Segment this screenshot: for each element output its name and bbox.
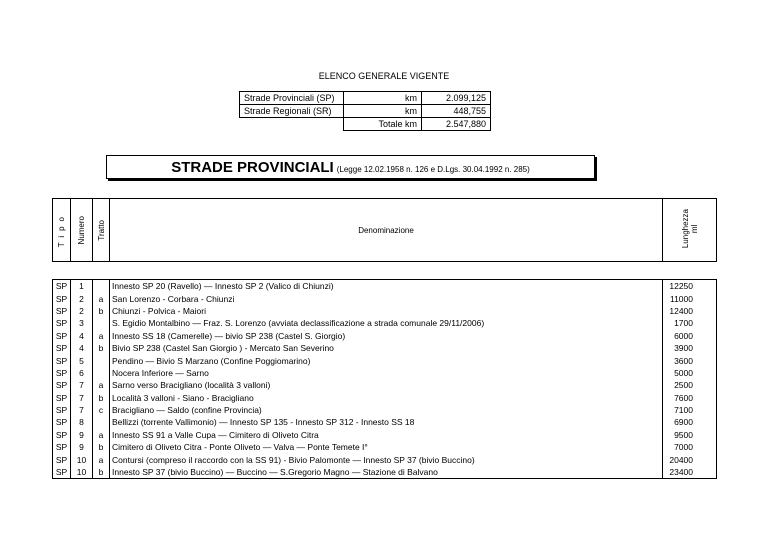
page-title: ELENCO GENERALE VIGENTE (318, 71, 450, 81)
summary-row (240, 105, 491, 118)
summary-total-value: 2.547,880 (422, 118, 491, 131)
header-lunghezza-unit: ml (689, 224, 699, 234)
row-denominazione: Sarno verso Bracigliano (località 3 valloni) (110, 379, 663, 391)
row-denominazione: Contursi (compreso il raccordo con la SS 91) - Bivio Palomonte — Innesto SP 37 (bivio Buccino) (110, 453, 663, 465)
row-lunghezza: 6900 (663, 416, 717, 428)
row-tipo: SP (53, 441, 71, 453)
summary-unit: km (344, 92, 422, 105)
row-numero: 7 (71, 404, 93, 416)
row-numero: 2 (71, 292, 93, 304)
row-tratto: c (93, 404, 110, 416)
row-tipo: SP (53, 330, 71, 342)
row-tipo: SP (53, 379, 71, 391)
row-tratto: a (93, 429, 110, 441)
row-tratto: b (93, 466, 110, 479)
row-lunghezza: 23400 (663, 466, 717, 479)
summary-row (240, 92, 491, 105)
row-denominazione: Innesto SP 20 (Ravello) — Innesto SP 2 (Valico di Chiunzi) (110, 280, 663, 293)
row-denominazione: Cimitero di Oliveto Citra - Ponte Oliveto — Valva — Ponte Temete I° (110, 441, 663, 453)
row-lunghezza: 11000 (663, 292, 717, 304)
table-row (53, 317, 717, 329)
table-row (53, 453, 717, 465)
row-numero: 4 (71, 330, 93, 342)
banner-subtitle: (Legge 12.02.1958 n. 126 e D.Lgs. 30.04.1992 n. 285) (336, 164, 530, 174)
table-row (53, 342, 717, 354)
row-numero: 6 (71, 367, 93, 379)
row-tipo: SP (53, 392, 71, 404)
table-row (53, 466, 717, 479)
row-tipo: SP (53, 354, 71, 366)
row-numero: 7 (71, 379, 93, 391)
row-lunghezza: 3900 (663, 342, 717, 354)
summary-value: 2.099,125 (422, 92, 491, 105)
summary-label: Strade Regionali (SR) (240, 105, 344, 118)
table-row (53, 354, 717, 366)
row-tipo: SP (53, 342, 71, 354)
row-lunghezza: 1700 (663, 317, 717, 329)
row-tratto (93, 367, 110, 379)
row-tratto (93, 416, 110, 428)
table-row (53, 392, 717, 404)
row-tratto (93, 280, 110, 293)
roads-table (52, 279, 717, 479)
table-row (53, 416, 717, 428)
table-row (53, 379, 717, 391)
row-tratto (93, 354, 110, 366)
table-row (53, 367, 717, 379)
row-lunghezza: 5000 (663, 367, 717, 379)
header-denominazione (110, 199, 663, 262)
table-row (53, 330, 717, 342)
summary-unit: km (344, 105, 422, 118)
row-lunghezza: 3600 (663, 354, 717, 366)
row-tipo: SP (53, 453, 71, 465)
row-lunghezza: 2500 (663, 379, 717, 391)
table-row (53, 441, 717, 453)
summary-table (239, 91, 491, 131)
header-lunghezza (663, 199, 717, 262)
table-row (53, 292, 717, 304)
row-tipo: SP (53, 416, 71, 428)
row-tipo: SP (53, 404, 71, 416)
row-denominazione: Bellizzi (torrente Vallimonio) — Innesto SP 135 - Innesto SP 312 - Innesto SS 18 (110, 416, 663, 428)
row-lunghezza: 7100 (663, 404, 717, 416)
row-denominazione: S. Egidio Montalbino — Fraz. S. Lorenzo (avviata declassificazione a strada comunale 29/11/2006) (110, 317, 663, 329)
row-numero: 10 (71, 466, 93, 479)
row-tratto: b (93, 441, 110, 453)
row-numero: 3 (71, 317, 93, 329)
header-numero (71, 199, 93, 262)
row-tratto: b (93, 305, 110, 317)
row-denominazione: Bracigliano — Saldo (confine Provincia) (110, 404, 663, 416)
summary-total-row (240, 118, 491, 131)
header-lunghezza-label: Lunghezza (680, 209, 690, 249)
table-row (53, 305, 717, 317)
row-lunghezza: 9500 (663, 429, 717, 441)
row-lunghezza: 6000 (663, 330, 717, 342)
banner-title: STRADE PROVINCIALI (171, 158, 334, 176)
row-tratto: a (93, 292, 110, 304)
row-lunghezza: 20400 (663, 453, 717, 465)
row-numero: 1 (71, 280, 93, 293)
row-denominazione: Bivio SP 238 (Castel San Giorgio ) - Mercato San Severino (110, 342, 663, 354)
header-tratto (93, 199, 110, 262)
row-denominazione: Innesto SS 18 (Camerelle) — bivio SP 238 (Castel S. Giorgio) (110, 330, 663, 342)
summary-label: Strade Provinciali (SP) (240, 92, 344, 105)
row-tipo: SP (53, 429, 71, 441)
row-numero: 10 (71, 453, 93, 465)
row-tipo: SP (53, 317, 71, 329)
row-numero: 2 (71, 305, 93, 317)
row-tipo: SP (53, 367, 71, 379)
row-tipo: SP (53, 466, 71, 479)
row-numero: 7 (71, 392, 93, 404)
row-denominazione: Innesto SP 37 (bivio Buccino) — Buccino — S.Gregorio Magno — Stazione di Balvano (110, 466, 663, 479)
header-numero-label: Numero (77, 215, 86, 245)
row-numero: 8 (71, 416, 93, 428)
table-row (53, 280, 717, 293)
row-denominazione: Nocera Inferiore — Sarno (110, 367, 663, 379)
row-lunghezza: 12250 (663, 280, 717, 293)
row-denominazione: Località 3 valloni - Siano - Bracigliano (110, 392, 663, 404)
row-denominazione: San Lorenzo - Corbara - Chiunzi (110, 292, 663, 304)
table-row (53, 429, 717, 441)
row-denominazione: Innesto SS 91 a Valle Cupa — Cimitero di Oliveto Citra (110, 429, 663, 441)
column-header (52, 198, 717, 262)
table-row (53, 404, 717, 416)
row-lunghezza: 12400 (663, 305, 717, 317)
row-lunghezza: 7000 (663, 441, 717, 453)
row-denominazione: Chiunzi - Polvica - Maiori (110, 305, 663, 317)
row-tratto: a (93, 379, 110, 391)
row-tratto: a (93, 453, 110, 465)
row-numero: 9 (71, 441, 93, 453)
summary-spacer (240, 118, 344, 131)
header-tipo (53, 199, 71, 262)
row-tratto: b (93, 392, 110, 404)
row-numero: 4 (71, 342, 93, 354)
row-denominazione: Pendino — Bivio S Marzano (Confine Poggiomarino) (110, 354, 663, 366)
row-tipo: SP (53, 280, 71, 293)
row-tratto: a (93, 330, 110, 342)
header-denominazione-label: Denominazione (358, 225, 414, 235)
section-banner (106, 155, 595, 179)
row-numero: 9 (71, 429, 93, 441)
row-numero: 5 (71, 354, 93, 366)
summary-value: 448,755 (422, 105, 491, 118)
row-tratto (93, 317, 110, 329)
row-tipo: SP (53, 305, 71, 317)
summary-total-label: Totale km (344, 118, 422, 131)
header-tratto-label: Tratto (96, 219, 106, 241)
row-tipo: SP (53, 292, 71, 304)
row-lunghezza: 7600 (663, 392, 717, 404)
row-tratto: b (93, 342, 110, 354)
header-tipo-label: Tipo (57, 212, 66, 248)
